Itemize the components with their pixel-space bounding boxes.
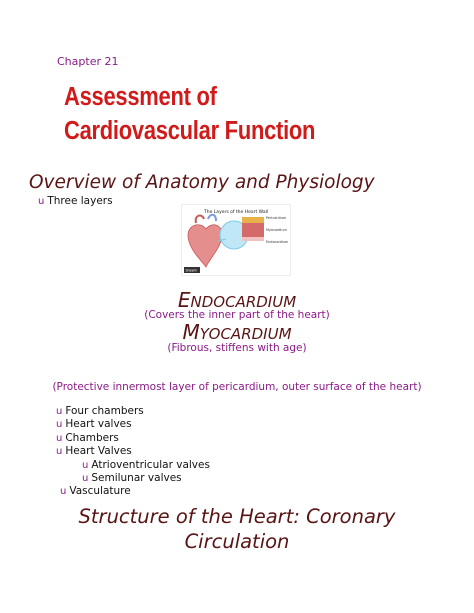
endocardium-layer (242, 237, 264, 241)
list-item (56, 445, 210, 458)
three-layers-item (38, 195, 113, 208)
heart-wall-svg (182, 205, 290, 275)
bullet-marker: u (82, 459, 89, 471)
myocardium-layer (242, 223, 264, 237)
bullet-marker: u (56, 406, 63, 417)
list-item (56, 418, 210, 431)
list-item-text: Four chambers (65, 405, 144, 417)
title-line-2: Cardiovascular Function (64, 117, 316, 145)
pericardium-layer (242, 217, 264, 223)
bullet-marker: u (60, 486, 67, 498)
bullet-marker: u (56, 419, 63, 431)
chapter-label: Chapter 21 (57, 55, 119, 68)
myocardium-note: (Fibrous, stiffens with age) (167, 342, 307, 354)
bullet-marker: u (82, 473, 89, 485)
myocardium-heading (0, 320, 474, 344)
list-item (56, 485, 210, 498)
list-item-text: Chambers (65, 431, 119, 444)
list-item-text: Vasculature (69, 485, 131, 498)
section-heading-structure (0, 504, 474, 554)
section-heading-overview: Overview of Anatomy and Physiology (29, 172, 375, 193)
list-subitem (56, 472, 210, 485)
list-subitem (56, 459, 210, 472)
title-line-1: Assessment of (64, 83, 217, 111)
list-item-text: Heart Valves (65, 445, 132, 458)
endocardium-initial: E (177, 288, 191, 312)
list-item-text: Heart valves (65, 418, 132, 431)
list-item-text: Atrioventricular valves (91, 458, 210, 471)
section2-line-1: Structure of the Heart: Coronary (78, 505, 396, 528)
heart-wall-illustration (181, 204, 291, 276)
label-endocardium: Endocardium (266, 240, 289, 244)
label-myocardium: Myocardium (266, 228, 287, 232)
myocardium-initial: M (182, 320, 200, 344)
pericardium-note: (Protective innermost layer of pericardium, outer surface of the heart) (52, 381, 422, 393)
list-item (56, 432, 210, 445)
list-item (56, 405, 210, 418)
figure-caption: The Layers of the Heart Wall (204, 210, 269, 215)
anatomy-list (56, 405, 210, 499)
myocardium-rest: YOCARDIUM (199, 325, 292, 343)
list-item-text: Semilunar valves (91, 472, 182, 485)
bullet-marker: u (56, 446, 63, 458)
three-layers-text: Three layers (47, 195, 113, 207)
bullet-marker: u (38, 196, 45, 207)
endocardium-note: (Covers the inner part of the heart) (144, 309, 330, 321)
document-title (64, 80, 374, 148)
endocardium-rest: NDOCARDIUM (190, 293, 297, 311)
section2-line-2: Circulation (184, 530, 290, 553)
bullet-marker: u (56, 432, 63, 444)
label-pericardium: Pericardium (266, 216, 287, 220)
logo-text: Shaylin (185, 268, 198, 273)
